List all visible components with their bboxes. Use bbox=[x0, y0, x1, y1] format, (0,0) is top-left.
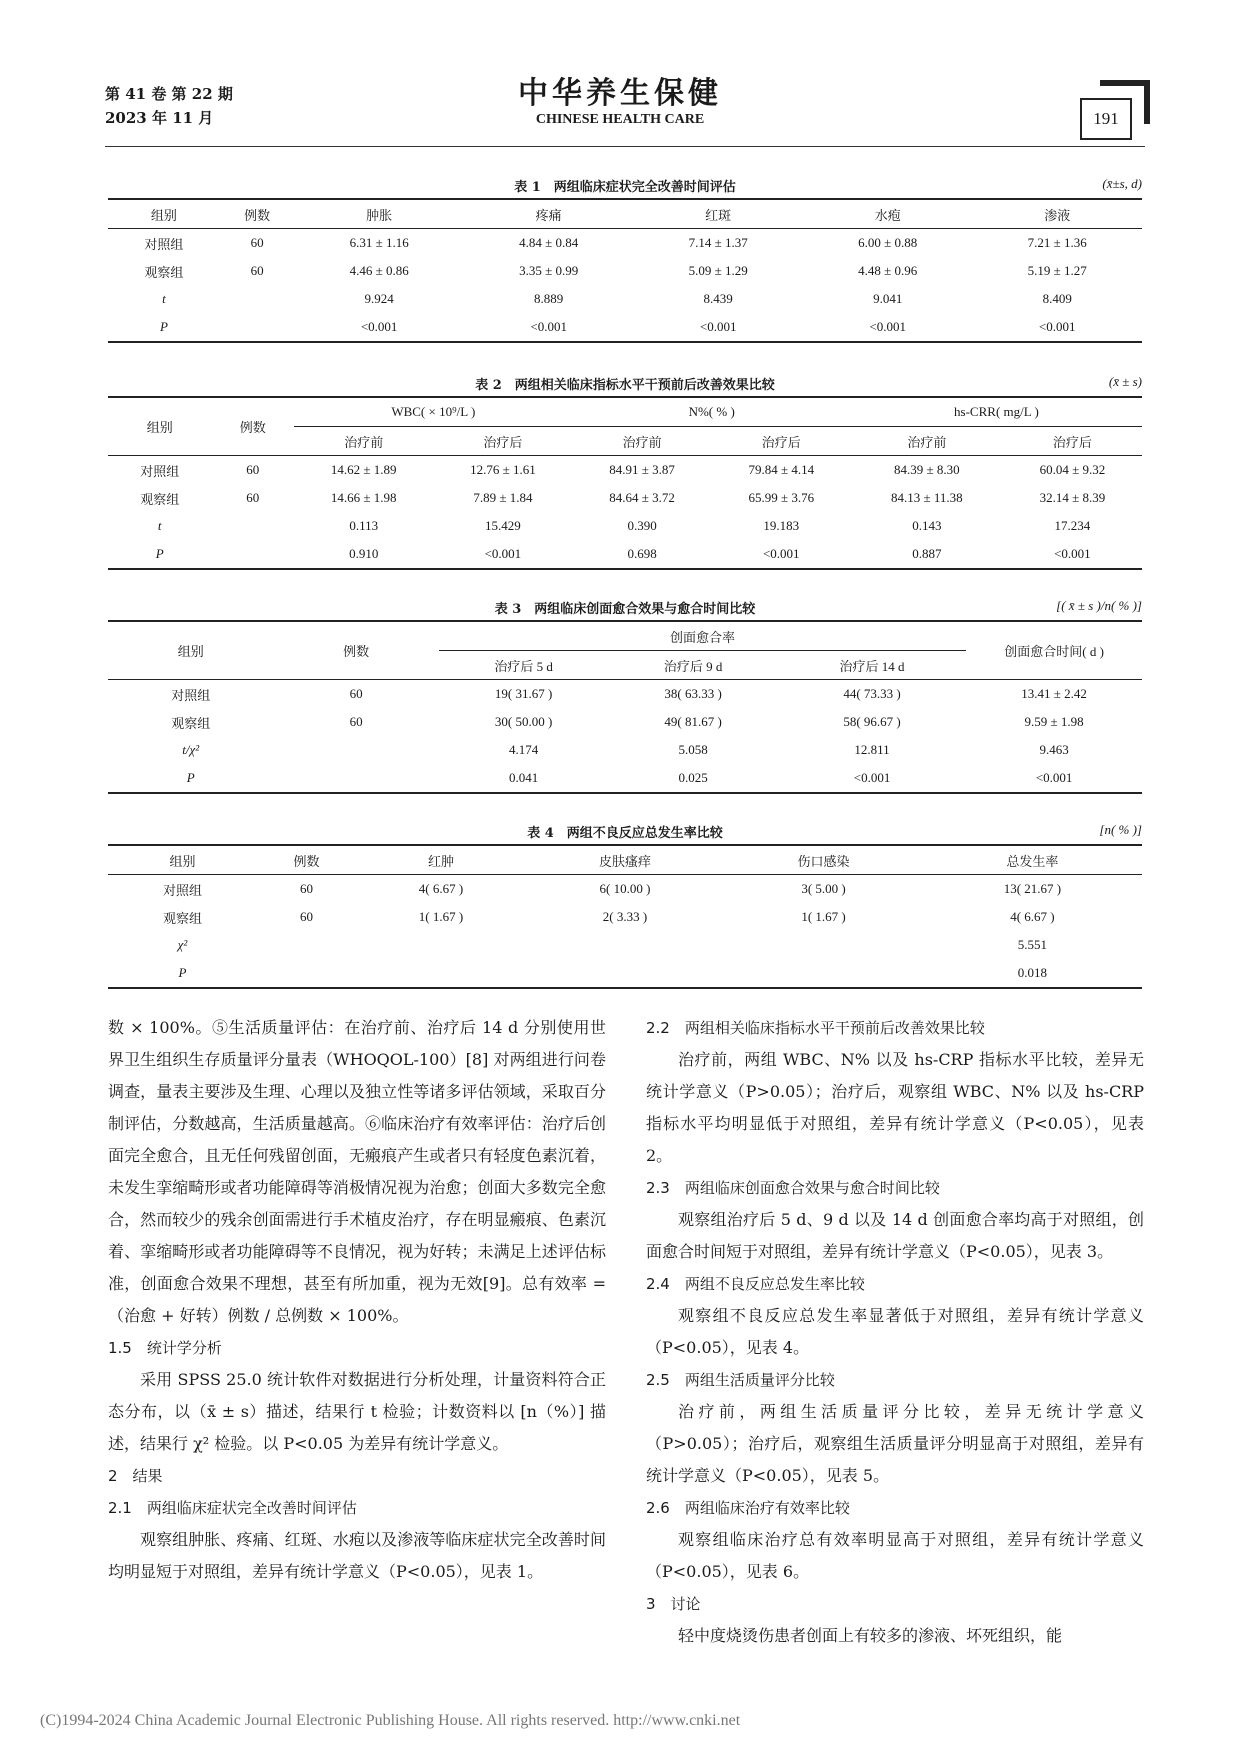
table-header-row bbox=[108, 621, 1142, 651]
table-row bbox=[108, 456, 1142, 485]
table-cell: 对照组 bbox=[144, 236, 184, 252]
table-cell: 60 bbox=[300, 881, 314, 896]
table-3-caption-row bbox=[108, 594, 1142, 620]
table-row bbox=[108, 484, 1142, 512]
col-header: 伤口感染 bbox=[724, 845, 923, 875]
table-cell: 6.31 ± 1.16 bbox=[349, 235, 409, 250]
table-2-caption-row bbox=[108, 370, 1142, 396]
table-cell bbox=[273, 764, 438, 793]
table-cell bbox=[211, 540, 294, 569]
body-paragraph: 轻中度烧烫伤患者创面上有较多的渗液、坏死组织，能 bbox=[678, 1626, 1063, 1645]
table-cell bbox=[724, 959, 923, 988]
table-cell: 6.00 ± 0.88 bbox=[858, 235, 918, 250]
table-cell bbox=[526, 959, 725, 988]
section-heading: 2 结果 bbox=[108, 1467, 163, 1485]
table-cell: <0.001 bbox=[294, 313, 464, 342]
table-cell: 对照组 bbox=[140, 463, 180, 479]
table-cell: 4.48 ± 0.96 bbox=[858, 263, 918, 278]
table-cell: 60 bbox=[246, 462, 260, 477]
table-cell: 12.76 ± 1.61 bbox=[470, 462, 536, 477]
table-2-caption: 表 2 两组相关临床指标水平干预前后改善效果比较 bbox=[475, 378, 775, 393]
table-cell: 0.143 bbox=[912, 518, 942, 533]
section-heading: 2.4 两组不良反应总发生率比较 bbox=[646, 1275, 865, 1293]
sub-header: 治疗后 5 d bbox=[439, 651, 609, 680]
table-cell: 79.84 ± 4.14 bbox=[748, 462, 815, 477]
table-cell: <0.001 bbox=[464, 313, 634, 342]
table-row bbox=[108, 903, 1142, 931]
header-rule bbox=[105, 146, 1145, 147]
table-cell: P bbox=[108, 540, 211, 569]
table-3 bbox=[108, 594, 1142, 794]
table-cell: 84.91 ± 3.87 bbox=[609, 462, 675, 477]
section-heading: 2.6 两组临床治疗有效率比较 bbox=[646, 1499, 850, 1517]
body-paragraph: 数 × 100%。⑤生活质量评估：在治疗前、治疗后 14 d 分别使用世界卫生组织生存质量评分量表（WHOQOL-100）[8] 对两组进行问卷调查，量表主要涉及生理、心理以及独立性等诸多评估领域，采取百分制评估，分数越高，生活质量越高。⑥临床治疗有效率评估：治疗后创面完全愈合，且无任何残留创面，无瘢痕产生或者只有轻度色素沉着，未发生挛缩畸形或者功能障碍等消极情况视为治愈；创面大多数完全愈合，然而较少的残余创面需进行手术植皮治疗，存在明显瘢痕、色素沉着、挛缩畸形或者功能障碍等不良情况，视为好转；未满足上述评估标准，创面愈合效果不理想，甚至有所加重，视为无效[9]。总有效率 =（治愈 + 好转）例数 / 总例数 × 100%。 bbox=[108, 1018, 606, 1325]
table-cell: 13.41 ± 2.42 bbox=[1021, 686, 1087, 701]
table-cell: 8.409 bbox=[1042, 291, 1072, 306]
col-header: 组别 bbox=[108, 397, 211, 456]
table-row bbox=[108, 257, 1142, 285]
table-2 bbox=[108, 370, 1142, 570]
sub-header: 治疗后 9 d bbox=[608, 651, 778, 680]
table-row bbox=[108, 285, 1142, 313]
table-cell bbox=[211, 512, 294, 540]
table-cell: P bbox=[108, 959, 257, 988]
table-cell: 60 bbox=[300, 909, 314, 924]
table-cell: 60 bbox=[246, 490, 260, 505]
table-cell: 19.183 bbox=[763, 518, 800, 533]
table-cell bbox=[526, 931, 725, 959]
table-cell: 14.66 ± 1.98 bbox=[330, 490, 397, 505]
table-cell: 0.025 bbox=[608, 764, 778, 793]
section-heading: 2.5 两组生活质量评分比较 bbox=[646, 1371, 835, 1389]
table-cell: 8.439 bbox=[703, 291, 733, 306]
sub-header: 治疗前 bbox=[294, 427, 433, 456]
col-header: 肿胀 bbox=[294, 199, 464, 229]
table-cell: 3.35 ± 0.99 bbox=[519, 263, 579, 278]
col-header: 组别 bbox=[108, 621, 273, 680]
table-cell: P bbox=[108, 313, 220, 342]
col-header: 例数 bbox=[211, 397, 294, 456]
table-cell: 38( 63.33 ) bbox=[664, 686, 722, 701]
table-cell: 1( 1.67 ) bbox=[418, 909, 464, 924]
span-header: 创面愈合率 bbox=[439, 621, 966, 651]
table-cell: t bbox=[162, 291, 166, 306]
table-row bbox=[108, 540, 1142, 569]
table-cell bbox=[724, 931, 923, 959]
table-cell: 14.62 ± 1.89 bbox=[330, 462, 397, 477]
table-cell: 0.887 bbox=[851, 540, 1003, 569]
col-header: 组别 bbox=[108, 199, 220, 229]
col-header: 红肿 bbox=[356, 845, 526, 875]
table-row bbox=[108, 229, 1142, 258]
span-header: hs-CRR( mg/L ) bbox=[851, 397, 1142, 427]
publication-date: 2023 年 11 月 bbox=[105, 109, 214, 127]
copyright-footer: (C)1994-2024 China Academic Journal Electronic Publishing House. All rights reserved. http://www.cnki.net bbox=[40, 1712, 741, 1729]
body-paragraph: 采用 SPSS 25.0 统计软件对数据进行分析处理，计量资料符合正态分布，以（x̄ ± s）描述，结果行 t 检验；计数资料以 [n（%）] 描述，结果行 χ² 检验。以 P<0.05 为差异有统计学意义。 bbox=[108, 1370, 606, 1453]
col-header: 水疱 bbox=[803, 199, 973, 229]
table-cell: 对照组 bbox=[162, 882, 202, 898]
table-row bbox=[108, 931, 1142, 959]
right-text-column bbox=[646, 1012, 1144, 1652]
table-cell: 49( 81.67 ) bbox=[664, 714, 722, 729]
table-cell: 19( 31.67 ) bbox=[494, 686, 553, 701]
body-paragraph: 观察组治疗后 5 d、9 d 以及 14 d 创面愈合率均高于对照组，创面愈合时间短于对照组，差异有统计学意义（P<0.05），见表 3。 bbox=[646, 1210, 1144, 1261]
table-row bbox=[108, 708, 1142, 736]
table-3-caption: 表 3 两组临床创面愈合效果与愈合时间比较 bbox=[494, 602, 756, 617]
table-cell: 观察组 bbox=[162, 910, 202, 926]
table-cell: 4.46 ± 0.86 bbox=[349, 263, 409, 278]
table-cell: 60 bbox=[250, 235, 264, 250]
table-cell: χ² bbox=[177, 937, 188, 952]
table-row bbox=[108, 764, 1142, 793]
span-header: WBC( × 10⁹/L ) bbox=[294, 397, 572, 427]
table-cell: <0.001 bbox=[433, 540, 572, 569]
table-cell: 4.174 bbox=[509, 742, 539, 757]
table-cell: 0.018 bbox=[923, 959, 1142, 988]
table-cell: 32.14 ± 8.39 bbox=[1039, 490, 1106, 505]
table-cell: 9.924 bbox=[364, 291, 394, 306]
table-header-row bbox=[108, 199, 1142, 229]
table-cell: 84.39 ± 8.30 bbox=[894, 462, 960, 477]
table-cell: 15.429 bbox=[485, 518, 521, 533]
table-cell: 0.390 bbox=[627, 518, 657, 533]
table-cell: 9.041 bbox=[873, 291, 903, 306]
table-cell: 8.889 bbox=[534, 291, 564, 306]
table-cell: 44( 73.33 ) bbox=[843, 686, 901, 701]
table-cell: 84.13 ± 11.38 bbox=[891, 490, 963, 505]
table-cell: <0.001 bbox=[972, 313, 1142, 342]
table-4-caption: 表 4 两组不良反应总发生率比较 bbox=[527, 826, 723, 841]
table-row bbox=[108, 875, 1142, 904]
table-cell bbox=[257, 959, 356, 988]
table-cell: 9.463 bbox=[1039, 742, 1069, 757]
table-cell: 5.09 ± 1.29 bbox=[688, 263, 748, 278]
col-header: 例数 bbox=[220, 199, 295, 229]
table-2-grid bbox=[108, 396, 1142, 570]
table-cell bbox=[220, 313, 295, 342]
table-cell: 5.058 bbox=[678, 742, 708, 757]
table-4-unit: [n( % )] bbox=[1099, 822, 1142, 837]
table-cell: <0.001 bbox=[1003, 540, 1142, 569]
table-cell: 12.811 bbox=[854, 742, 890, 757]
table-row bbox=[108, 959, 1142, 988]
table-cell: 6( 10.00 ) bbox=[599, 881, 651, 896]
col-header: 疼痛 bbox=[464, 199, 634, 229]
table-cell: 2( 3.33 ) bbox=[602, 909, 648, 924]
col-header: 例数 bbox=[257, 845, 356, 875]
table-cell: 1( 1.67 ) bbox=[801, 909, 846, 924]
table-cell: 58( 96.67 ) bbox=[843, 714, 901, 729]
table-cell: <0.001 bbox=[778, 764, 966, 793]
table-cell: 观察组 bbox=[140, 491, 180, 507]
sub-header: 治疗前 bbox=[572, 427, 711, 456]
section-heading: 2.1 两组临床症状完全改善时间评估 bbox=[108, 1499, 357, 1517]
span-header: N%( % ) bbox=[572, 397, 850, 427]
table-cell: 84.64 ± 3.72 bbox=[609, 490, 675, 505]
table-cell: 3( 5.00 ) bbox=[801, 881, 846, 896]
volume-issue: 第 41 卷 第 22 期 bbox=[105, 85, 233, 103]
table-1 bbox=[108, 172, 1142, 343]
left-text-column bbox=[108, 1012, 606, 1588]
body-paragraph: 观察组不良反应总发生率显著低于对照组，差异有统计学意义（P<0.05），见表 4。 bbox=[646, 1306, 1144, 1357]
sub-header: 治疗后 bbox=[1003, 427, 1142, 456]
col-header: 渗液 bbox=[972, 199, 1142, 229]
table-cell bbox=[257, 931, 356, 959]
table-cell: 17.234 bbox=[1054, 518, 1091, 533]
journal-english-title: CHINESE HEALTH CARE bbox=[535, 112, 705, 127]
table-header-row bbox=[108, 845, 1142, 875]
table-cell: <0.001 bbox=[633, 313, 803, 342]
table-cell: <0.001 bbox=[966, 764, 1142, 793]
table-cell: 7.14 ± 1.37 bbox=[688, 235, 748, 250]
col-header: 红斑 bbox=[633, 199, 803, 229]
body-paragraph: 观察组临床治疗总有效率明显高于对照组，差异有统计学意义（P<0.05），见表 6。 bbox=[646, 1530, 1144, 1581]
table-4 bbox=[108, 818, 1142, 989]
table-4-caption-row bbox=[108, 818, 1142, 844]
table-cell: 7.89 ± 1.84 bbox=[473, 490, 533, 505]
table-cell bbox=[220, 285, 295, 313]
sub-header: 治疗后 bbox=[433, 427, 572, 456]
table-cell: 4( 6.67 ) bbox=[418, 881, 464, 896]
table-row bbox=[108, 512, 1142, 540]
table-1-caption: 表 1 两组临床症状完全改善时间评估 bbox=[514, 180, 736, 195]
table-cell: 30( 50.00 ) bbox=[494, 714, 553, 729]
body-paragraph: 治疗前，两组生活质量评分比较，差异无统计学意义（P>0.05）；治疗后，观察组生活质量评分明显高于对照组，差异有统计学意义（P<0.05），见表 5。 bbox=[646, 1402, 1144, 1485]
table-cell: 0.910 bbox=[294, 540, 433, 569]
table-cell: 4( 6.67 ) bbox=[1010, 909, 1055, 924]
col-header: 皮肤瘙痒 bbox=[526, 845, 725, 875]
col-header: 总发生率 bbox=[923, 845, 1142, 875]
table-1-unit: (x̄±s, d) bbox=[1102, 176, 1142, 191]
body-paragraph: 观察组肿胀、疼痛、红斑、水疱以及渗液等临床症状完全改善时间均明显短于对照组，差异有统计学意义（P<0.05），见表 1。 bbox=[108, 1530, 606, 1581]
table-cell: 7.21 ± 1.36 bbox=[1027, 235, 1087, 250]
table-cell: <0.001 bbox=[712, 540, 851, 569]
table-cell: 60 bbox=[250, 263, 264, 278]
col-header: 组别 bbox=[108, 845, 257, 875]
table-row bbox=[108, 736, 1142, 764]
table-cell: 65.99 ± 3.76 bbox=[748, 490, 815, 505]
table-cell: 4.84 ± 0.84 bbox=[519, 235, 579, 250]
table-cell bbox=[356, 931, 526, 959]
body-paragraph: 治疗前，两组 WBC、N% 以及 hs-CRP 指标水平比较，差异无统计学意义（P>0.05）；治疗后，观察组 WBC、N% 以及 hs-CRP 指标水平均明显低于对照组，差异有统计学意义（P<0.05），见表 2。 bbox=[646, 1050, 1144, 1165]
sub-header: 治疗前 bbox=[851, 427, 1003, 456]
table-cell: 0.041 bbox=[439, 764, 609, 793]
table-cell: 60.04 ± 9.32 bbox=[1039, 462, 1106, 477]
table-cell: 5.551 bbox=[1017, 937, 1048, 952]
table-1-caption-row bbox=[108, 172, 1142, 198]
table-row bbox=[108, 313, 1142, 342]
table-cell bbox=[356, 959, 526, 988]
col-header: 创面愈合时间( d ) bbox=[966, 621, 1142, 680]
journal-title: 中华养生保健 bbox=[518, 76, 722, 111]
table-cell: 0.698 bbox=[572, 540, 711, 569]
col-header: 例数 bbox=[273, 621, 438, 680]
section-heading: 1.5 统计学分析 bbox=[108, 1339, 222, 1357]
table-2-unit: (x̄ ± s) bbox=[1108, 374, 1142, 389]
table-cell: 9.59 ± 1.98 bbox=[1024, 714, 1084, 729]
table-row bbox=[108, 680, 1142, 709]
table-cell: 观察组 bbox=[144, 264, 184, 280]
table-cell: 观察组 bbox=[171, 715, 211, 731]
table-cell: P bbox=[108, 764, 273, 793]
table-cell: 对照组 bbox=[171, 687, 211, 703]
table-3-grid bbox=[108, 620, 1142, 794]
table-header-row bbox=[108, 397, 1142, 427]
section-heading: 2.2 两组相关临床指标水平干预前后改善效果比较 bbox=[646, 1019, 985, 1037]
table-cell: t bbox=[157, 518, 162, 533]
section-heading: 2.3 两组临床创面愈合效果与愈合时间比较 bbox=[646, 1179, 940, 1197]
table-cell: t/χ² bbox=[182, 742, 200, 757]
page-number: 191 bbox=[1080, 98, 1132, 140]
table-cell bbox=[273, 736, 438, 764]
table-cell: 5.19 ± 1.27 bbox=[1027, 263, 1087, 278]
table-cell: <0.001 bbox=[803, 313, 973, 342]
table-4-grid bbox=[108, 844, 1142, 989]
table-1-grid bbox=[108, 198, 1142, 343]
table-cell: 60 bbox=[349, 714, 363, 729]
sub-header: 治疗后 bbox=[712, 427, 851, 456]
table-cell: 60 bbox=[349, 686, 363, 701]
section-heading: 3 讨论 bbox=[646, 1595, 701, 1613]
table-cell: 13( 21.67 ) bbox=[1003, 881, 1062, 896]
table-3-unit: [( x̄ ± s )/n( % )] bbox=[1056, 598, 1142, 613]
table-cell: 0.113 bbox=[349, 518, 379, 533]
sub-header: 治疗后 14 d bbox=[778, 651, 966, 680]
